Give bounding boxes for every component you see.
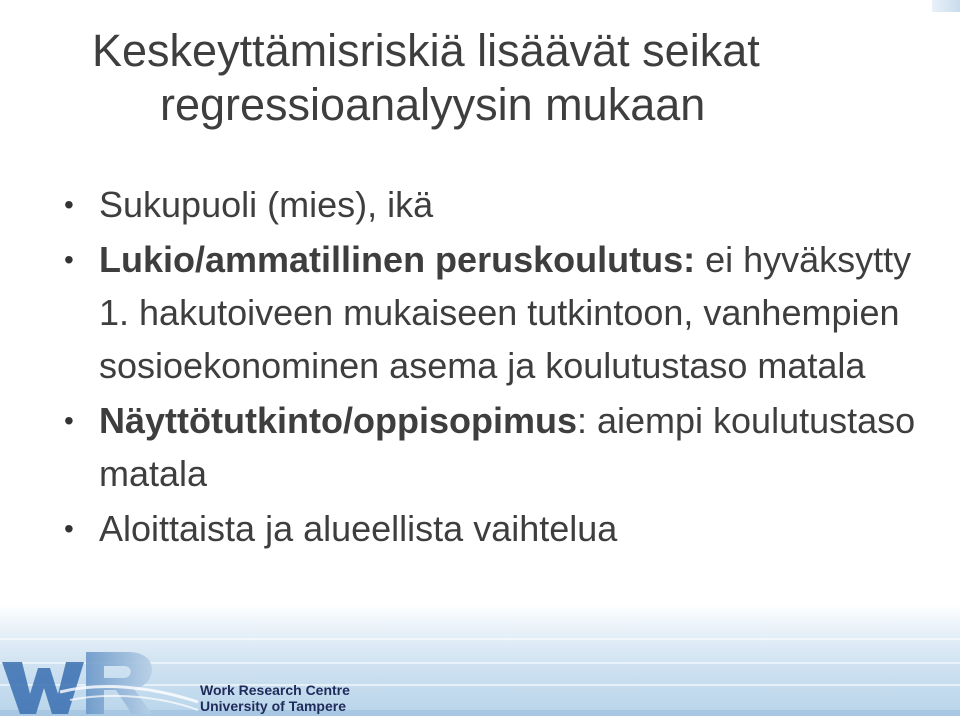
bullet-dot: • bbox=[64, 405, 74, 436]
title-line-2: regressioanalyysin mukaan bbox=[160, 79, 706, 130]
footer-ripple bbox=[0, 638, 960, 640]
bullet-item-1 bbox=[64, 178, 924, 231]
org-line-1: Work Research Centre bbox=[200, 682, 350, 698]
bullet-1-text: Sukupuoli (mies), ikä bbox=[99, 184, 434, 225]
bullet-3-bold: Näyttötutkinto/oppisopimus bbox=[99, 400, 577, 441]
bullet-dot: • bbox=[64, 189, 74, 220]
slide-title bbox=[92, 24, 932, 132]
bullet-item-3 bbox=[64, 394, 924, 500]
bullet-item-2 bbox=[64, 233, 924, 392]
bullet-dot: • bbox=[64, 513, 74, 544]
bullet-3-text: : aiempi koulutustaso matala bbox=[99, 400, 916, 494]
title-line-1: Keskeyttämisriskiä lisäävät seikat bbox=[92, 25, 760, 76]
bullet-list bbox=[64, 178, 924, 557]
bullet-2-text: ei hyväksytty 1. hakutoiveen mukaiseen tutkintoon, vanhempien sosioekonominen asema ja koulutustaso matala bbox=[99, 239, 912, 386]
wrc-logo-icon bbox=[0, 642, 200, 716]
bullet-item-4 bbox=[64, 502, 924, 555]
bullet-2-bold: Lukio/ammatillinen peruskoulutus: bbox=[99, 239, 696, 280]
organization-name bbox=[200, 682, 350, 714]
bullet-dot: • bbox=[64, 244, 74, 275]
bullet-4-text: Aloittaista ja alueellista vaihtelua bbox=[99, 508, 618, 549]
org-line-2: University of Tampere bbox=[200, 698, 347, 714]
top-corner-accent bbox=[932, 0, 960, 12]
